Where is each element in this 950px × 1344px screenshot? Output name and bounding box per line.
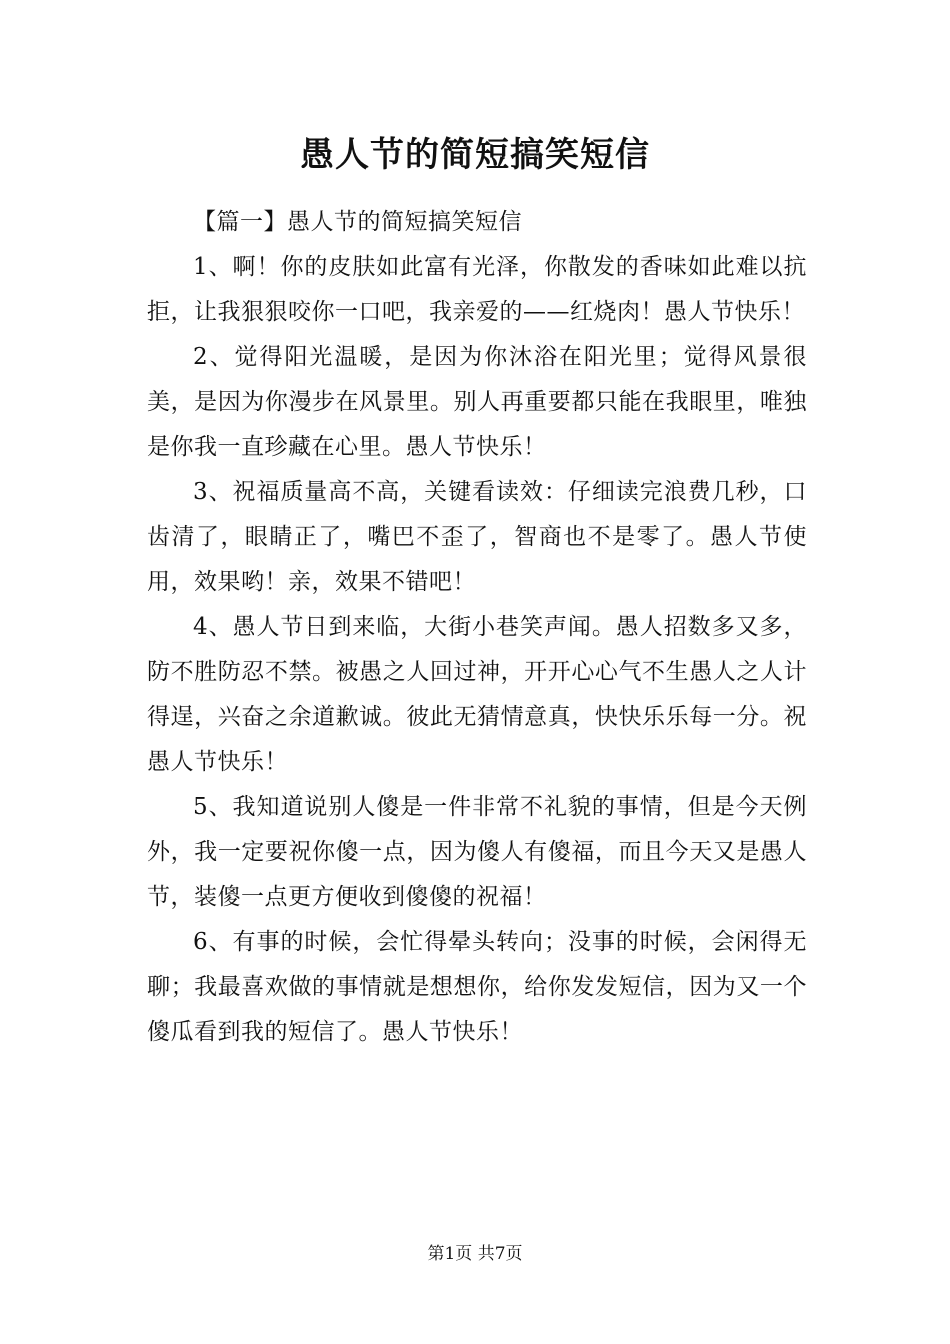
paragraph-5: 5、我知道说别人傻是一件非常不礼貌的事情，但是今天例外，我一定要祝你傻一点，因为傻人有傻福，而且今天又是愚人节，装傻一点更方便收到傻傻的祝福！ — [147, 794, 807, 910]
paragraph-6: 6、有事的时候，会忙得晕头转向；没事的时候，会闲得无聊；我最喜欢做的事情就是想想你，给你发发短信，因为又一个傻瓜看到我的短信了。愚人节快乐！ — [147, 929, 807, 1045]
paragraph-1: 1、啊！你的皮肤如此富有光泽，你散发的香味如此难以抗拒，让我狠狠咬你一口吧，我亲爱的——红烧肉！愚人节快乐！ — [147, 254, 807, 325]
section-heading: 【篇一】愚人节的简短搞笑短信 — [193, 209, 522, 235]
page-title: 愚人节的简短搞笑短信 — [300, 135, 650, 175]
document-body — [147, 200, 807, 1055]
paragraph-2: 2、觉得阳光温暖，是因为你沐浴在阳光里；觉得风景很美，是因为你漫步在风景里。别人再重要都只能在我眼里，唯独是你我一直珍藏在心里。愚人节快乐！ — [147, 344, 807, 460]
paragraph-3: 3、祝福质量高不高，关键看读效：仔细读完浪费几秒，口齿清了，眼睛正了，嘴巴不歪了，智商也不是零了。愚人节使用，效果哟！亲，效果不错吧！ — [147, 479, 807, 595]
paragraph-4: 4、愚人节日到来临，大街小巷笑声闻。愚人招数多又多，防不胜防忍不禁。被愚之人回过神，开开心心气不生愚人之人计得逞，兴奋之余道歉诚。彼此无猜情意真，快快乐乐每一分。祝愚人节快乐！ — [147, 614, 807, 775]
page-number-footer: 第1页 共7页 — [427, 1244, 523, 1264]
